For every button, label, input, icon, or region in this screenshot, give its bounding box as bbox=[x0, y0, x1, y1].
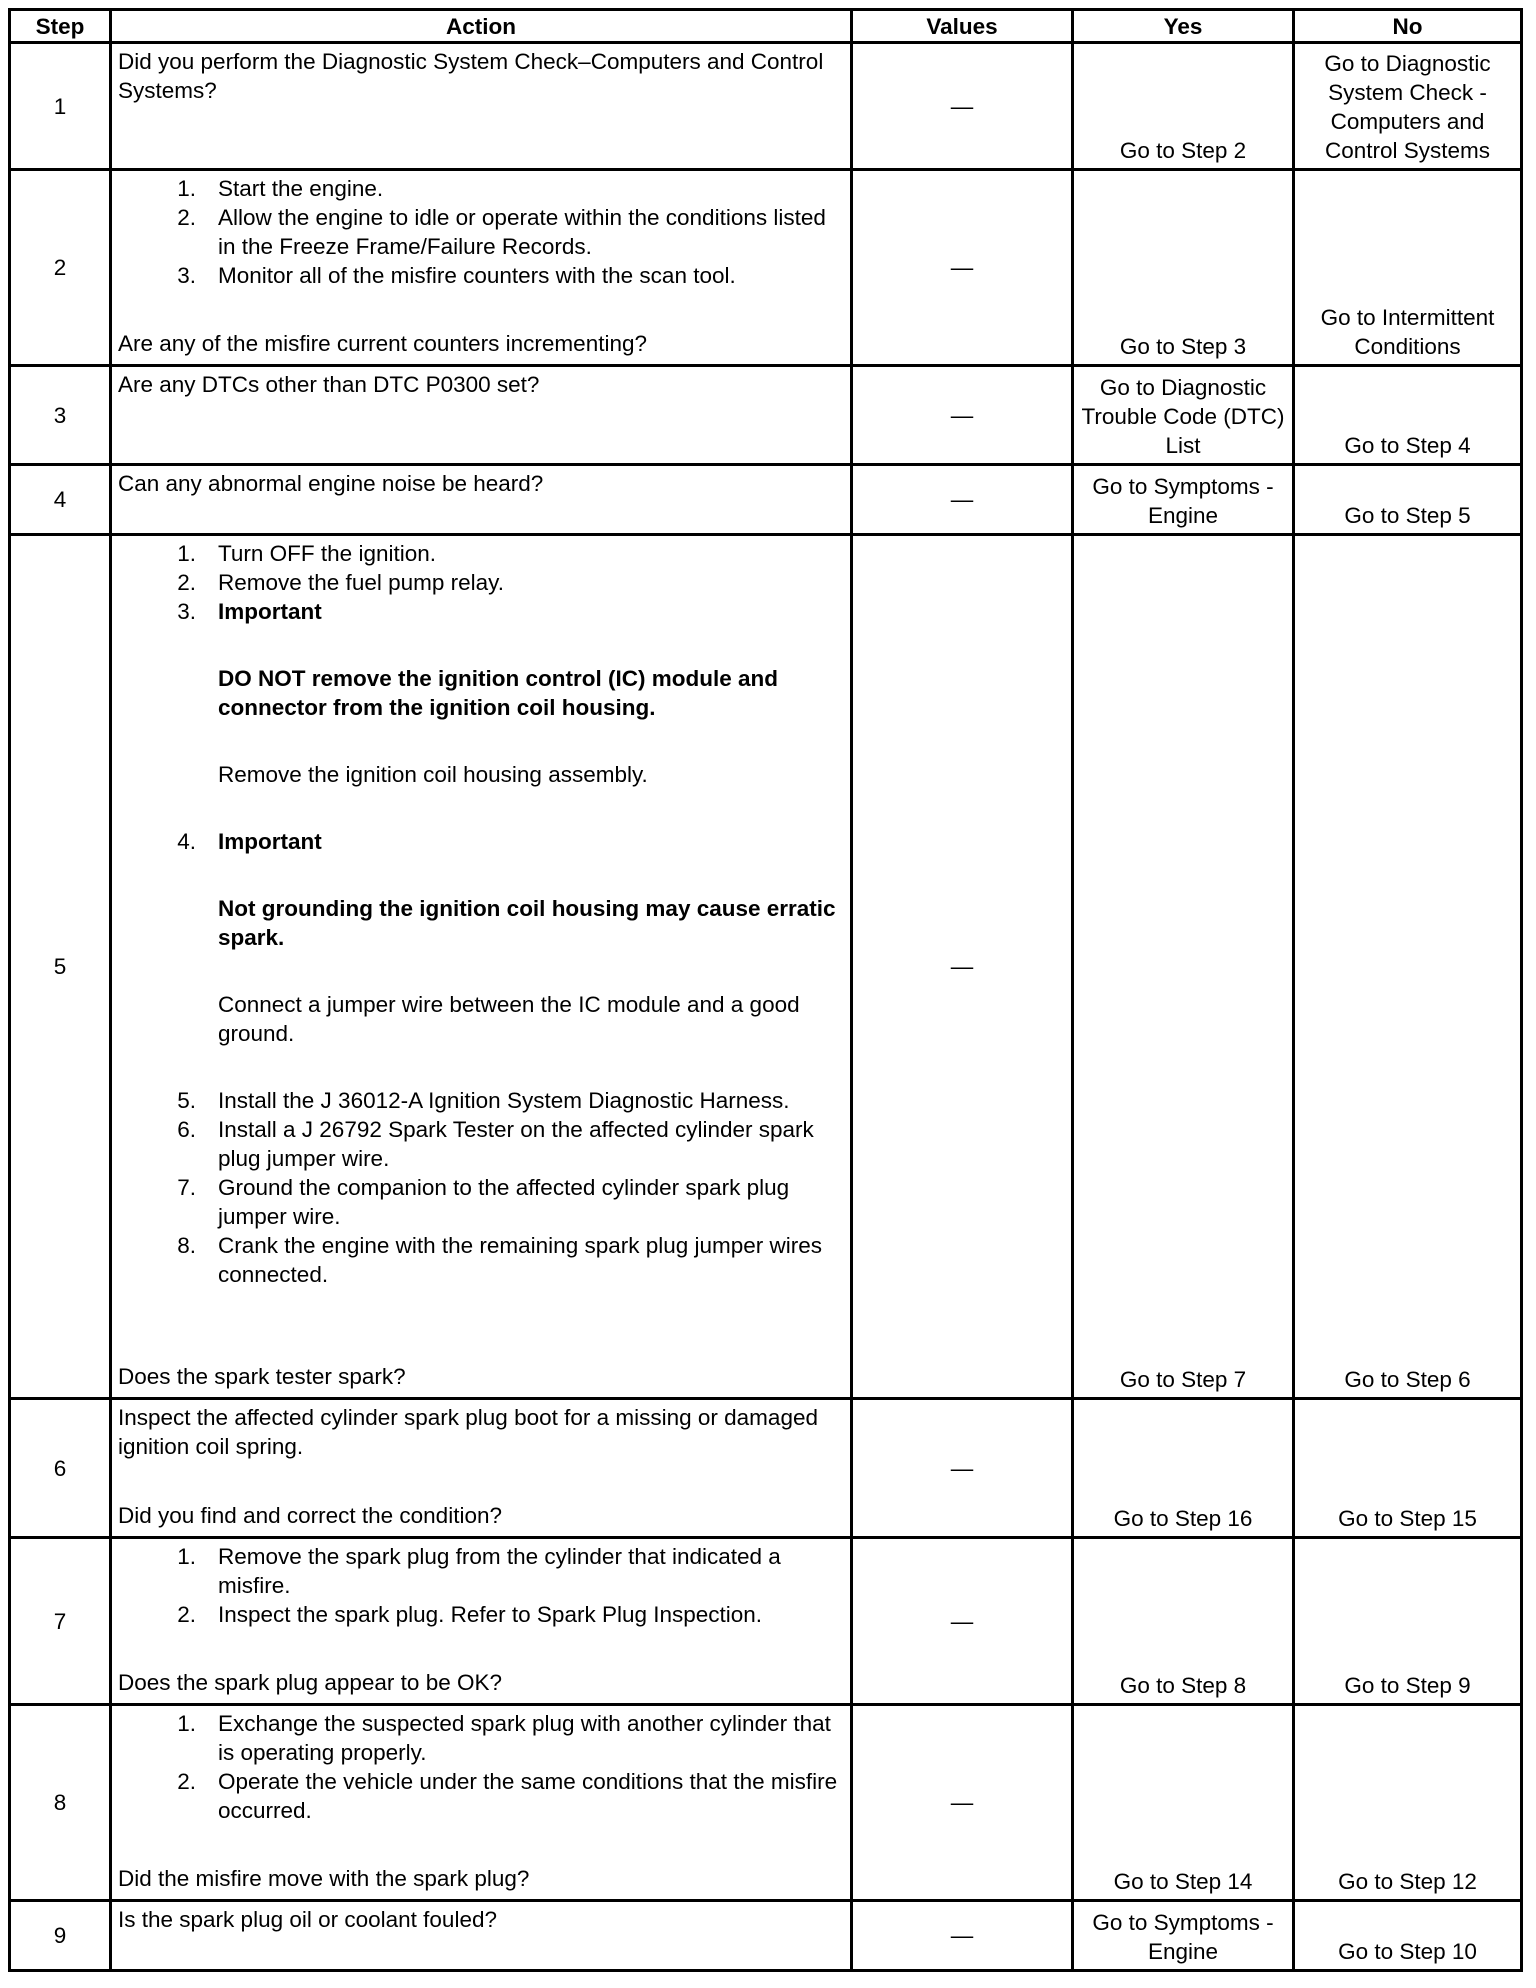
table-row bbox=[10, 1901, 1522, 1971]
action-question: Did the misfire move with the spark plug? bbox=[118, 1866, 530, 1891]
values-cell: — bbox=[852, 43, 1073, 170]
step-number: 9 bbox=[10, 1901, 111, 1971]
action-cell bbox=[111, 1538, 852, 1705]
list-item: 5. Install the J 36012-A Ignition System Diagnostic Harness. bbox=[177, 1088, 790, 1113]
table-row bbox=[10, 465, 1522, 535]
header-step: Step bbox=[10, 10, 111, 43]
action-question: Does the spark tester spark? bbox=[118, 1364, 406, 1389]
yes-cell: Go to Step 16 bbox=[1073, 1399, 1294, 1538]
yes-cell: Go to Step 3 bbox=[1073, 170, 1294, 366]
yes-cell: Go to Step 2 bbox=[1073, 43, 1294, 170]
no-cell: Go to Step 4 bbox=[1294, 366, 1522, 465]
values-cell: — bbox=[852, 366, 1073, 465]
list-item: 1. Remove the spark plug from the cylinder that indicated a misfire. bbox=[177, 1544, 781, 1598]
yes-cell: Go to Step 14 bbox=[1073, 1705, 1294, 1901]
action-cell bbox=[111, 366, 852, 465]
table-row bbox=[10, 1705, 1522, 1901]
yes-cell: Go to Diagnostic Trouble Code (DTC) List bbox=[1073, 366, 1294, 465]
list-item: 3. Important DO NOT remove the ignition control (IC) module and connector from the ignition coil housing. Remove the ignition coil housing assembly. bbox=[118, 597, 844, 827]
yes-cell: Go to Symptoms - Engine bbox=[1073, 1901, 1294, 1971]
list-item: 7. Ground the companion to the affected cylinder spark plug jumper wire. bbox=[177, 1175, 790, 1229]
values-cell: — bbox=[852, 1705, 1073, 1901]
header-yes: Yes bbox=[1073, 10, 1294, 43]
step-instruction: Remove the ignition coil housing assembly. bbox=[218, 762, 648, 787]
action-cell bbox=[111, 1705, 852, 1901]
list-item: 8. Crank the engine with the remaining spark plug jumper wires connected. bbox=[177, 1233, 823, 1287]
no-cell: Go to Step 9 bbox=[1294, 1538, 1522, 1705]
action-cell bbox=[111, 170, 852, 366]
list-item: 1. Exchange the suspected spark plug with another cylinder that is operating properly. bbox=[177, 1711, 831, 1765]
step-number: 6 bbox=[10, 1399, 111, 1538]
step-number: 1 bbox=[10, 43, 111, 170]
important-warning: DO NOT remove the ignition control (IC) module and connector from the ignition coil housing. bbox=[218, 666, 779, 720]
diagnostic-table bbox=[8, 8, 1523, 1972]
action-cell bbox=[111, 1399, 852, 1538]
values-cell: — bbox=[852, 465, 1073, 535]
values-cell: — bbox=[852, 1399, 1073, 1538]
values-cell: — bbox=[852, 170, 1073, 366]
table-row bbox=[10, 535, 1522, 1399]
step-number: 7 bbox=[10, 1538, 111, 1705]
list-item: 1. Turn OFF the ignition. bbox=[177, 541, 437, 566]
no-cell: Go to Intermittent Conditions bbox=[1294, 170, 1522, 366]
action-cell bbox=[111, 535, 852, 1399]
header-no: No bbox=[1294, 10, 1522, 43]
no-cell: Go to Step 15 bbox=[1294, 1399, 1522, 1538]
list-item: 3. Monitor all of the misfire counters with the scan tool. bbox=[177, 263, 736, 288]
no-cell: Go to Step 6 bbox=[1294, 535, 1522, 1399]
important-warning: Not grounding the ignition coil housing may cause erratic spark. bbox=[218, 896, 836, 950]
action-question: Are any DTCs other than DTC P0300 set? bbox=[118, 372, 540, 397]
step-instruction: Connect a jumper wire between the IC module and a good ground. bbox=[218, 992, 800, 1046]
step-number: 4 bbox=[10, 465, 111, 535]
list-item: 4. Important Not grounding the ignition coil housing may cause erratic spark. Connect a jumper wire between the IC module and a good ground. bbox=[118, 827, 844, 1086]
action-text: Inspect the affected cylinder spark plug boot for a missing or damaged ignition coil spring. bbox=[118, 1405, 818, 1459]
list-item: 2. Operate the vehicle under the same conditions that the misfire occurred. bbox=[177, 1769, 838, 1823]
yes-cell: Go to Step 8 bbox=[1073, 1538, 1294, 1705]
action-question: Can any abnormal engine noise be heard? bbox=[118, 471, 544, 496]
values-cell: — bbox=[852, 535, 1073, 1399]
table-row bbox=[10, 170, 1522, 366]
yes-cell: Go to Symptoms - Engine bbox=[1073, 465, 1294, 535]
table-row bbox=[10, 1399, 1522, 1538]
important-label: Important bbox=[218, 599, 322, 624]
list-item: 2. Allow the engine to idle or operate within the conditions listed in the Freeze Frame/Failure Records. bbox=[177, 205, 826, 259]
action-question: Does the spark plug appear to be OK? bbox=[118, 1670, 502, 1695]
list-item: 2. Remove the fuel pump relay. bbox=[177, 570, 504, 595]
no-cell: Go to Step 10 bbox=[1294, 1901, 1522, 1971]
action-question: Did you perform the Diagnostic System Check–Computers and Control Systems? bbox=[118, 49, 824, 103]
values-cell: — bbox=[852, 1901, 1073, 1971]
header-row bbox=[10, 10, 1522, 43]
action-question: Are any of the misfire current counters incrementing? bbox=[118, 331, 647, 356]
step-number: 3 bbox=[10, 366, 111, 465]
list-item: 2. Inspect the spark plug. Refer to Spark Plug Inspection. bbox=[177, 1602, 763, 1627]
action-steps-list bbox=[118, 1542, 844, 1629]
step-number: 2 bbox=[10, 170, 111, 366]
yes-cell: Go to Step 7 bbox=[1073, 535, 1294, 1399]
table-row bbox=[10, 1538, 1522, 1705]
list-item: 6. Install a J 26792 Spark Tester on the affected cylinder spark plug jumper wire. bbox=[177, 1117, 814, 1171]
step-number: 5 bbox=[10, 535, 111, 1399]
header-values: Values bbox=[852, 10, 1073, 43]
action-cell bbox=[111, 43, 852, 170]
values-cell: — bbox=[852, 1538, 1073, 1705]
no-cell: Go to Diagnostic System Check - Computers and Control Systems bbox=[1294, 43, 1522, 170]
important-label: Important bbox=[218, 829, 322, 854]
action-steps-list bbox=[118, 1709, 844, 1825]
action-cell bbox=[111, 465, 852, 535]
no-cell: Go to Step 5 bbox=[1294, 465, 1522, 535]
list-item: 1. Start the engine. bbox=[177, 176, 384, 201]
header-action: Action bbox=[111, 10, 852, 43]
no-cell: Go to Step 12 bbox=[1294, 1705, 1522, 1901]
action-steps-list bbox=[118, 174, 844, 290]
action-question: Is the spark plug oil or coolant fouled? bbox=[118, 1907, 497, 1932]
action-cell bbox=[111, 1901, 852, 1971]
action-question: Did you find and correct the condition? bbox=[118, 1503, 502, 1528]
action-steps-list bbox=[118, 539, 844, 1289]
step-number: 8 bbox=[10, 1705, 111, 1901]
table-row bbox=[10, 43, 1522, 170]
table-row bbox=[10, 366, 1522, 465]
